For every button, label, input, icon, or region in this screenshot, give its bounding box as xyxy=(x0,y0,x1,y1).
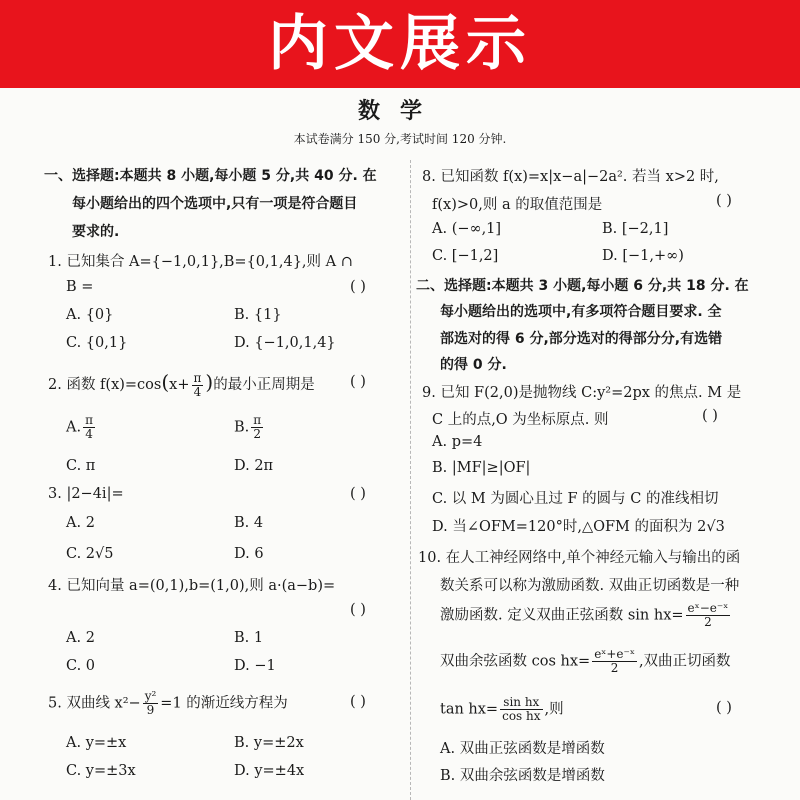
q5-fraction: $\frac{\text{y²}}{9}$ xyxy=(144,689,157,717)
q5-stem xyxy=(48,690,288,717)
q1-option-b: B. {1} xyxy=(234,307,282,323)
subject-title: 数学 xyxy=(357,98,442,124)
q10-cosh-fraction: $\frac{\text{eˣ+e⁻ˣ}}{2}$ xyxy=(594,647,635,675)
q9-option-b: B. |MF|≥|OF| xyxy=(432,460,531,476)
q3-option-a: A. 2 xyxy=(66,515,95,531)
q5-option-b: B. y=±2x xyxy=(234,735,304,751)
q4-option-b: B. 1 xyxy=(234,630,264,646)
exam-instructions: 本试卷满分 150 分,考试时间 120 分钟. xyxy=(293,132,507,146)
q4-option-a: A. 2 xyxy=(66,630,95,646)
q8-option-d: D. [−1,+∞) xyxy=(602,248,684,264)
q8-option-c: C. [−1,2] xyxy=(432,248,499,264)
q8-answer-paren: ( ) xyxy=(716,193,732,209)
section2-heading: 二、选择题:本题共 3 小题,每小题 6 分,共 18 分. 在 xyxy=(416,278,749,294)
q2-frac-num: π xyxy=(193,370,202,385)
q2-option-d: D. 2π xyxy=(234,458,274,474)
q5-answer-paren: ( ) xyxy=(350,694,366,710)
q1-answer-paren: ( ) xyxy=(350,279,366,295)
q3-answer-paren: ( ) xyxy=(350,486,366,502)
q10-option-a: A. 双曲正弦函数是增函数 xyxy=(440,741,605,757)
q9-option-d: D. 当∠OFM=120°时,△OFM 的面积为 2√3 xyxy=(432,519,725,535)
q4-option-c: C. 0 xyxy=(66,658,96,674)
q9-stem-cont: C 上的点,O 为坐标原点. 则 xyxy=(432,412,609,428)
q2-stem-post: 的最小正周期是 xyxy=(213,377,315,393)
q4-option-d: D. −1 xyxy=(234,658,276,674)
q9-option-c: C. 以 M 为圆心且过 F 的圆与 C 的准线相切 xyxy=(432,491,719,507)
q5-stem-pre: 5. 双曲线 x²− xyxy=(48,695,141,712)
q10-tanh-def: tan hx= $\frac{\text{sin hx}}{\text{cos hx}}$ ,则 xyxy=(440,695,564,723)
q10-sinh-def: 激励函数. 定义双曲正弦函数 sin hx= $\frac{\text{eˣ−e⁻ˣ}}{2}$ xyxy=(440,601,729,629)
q8-option-b: B. [−2,1] xyxy=(602,221,669,237)
q2-option-a: A. $\frac{\pi}{4}$ xyxy=(66,413,93,441)
q2-stem-pre: 2. 函数 f(x)=cos xyxy=(48,377,162,393)
q10-sinh-fraction: $\frac{\text{eˣ−e⁻ˣ}}{2}$ xyxy=(687,601,729,629)
q3-option-d: D. 6 xyxy=(234,546,264,562)
q2-stem: 2. 函数 f(x)=cos(x+ $\frac{\pi}{4}$ )的最小正周期是 xyxy=(48,370,315,399)
q5-stem-post: =1 的渐近线方程为 xyxy=(160,695,288,712)
q1-stem: 1. 已知集合 A={−1,0,1},B={0,1,4},则 A ∩ xyxy=(48,254,353,270)
q2-frac-den: 4 xyxy=(193,384,202,399)
q10-tanh-fraction: $\frac{\text{sin hx}}{\text{cos hx}}$ xyxy=(502,695,541,723)
q1-option-d: D. {−1,0,1,4} xyxy=(234,335,336,351)
banner-title: 内文展示 xyxy=(268,9,532,79)
q10-answer-paren: ( ) xyxy=(716,700,732,716)
q3-option-c: C. 2√5 xyxy=(66,546,114,562)
q1-option-a: A. {0} xyxy=(66,307,114,323)
section1-text: 每小题给出的四个选项中,只有一项是符合题目 xyxy=(72,196,358,212)
q10-stem-cont: 数关系可以称为激励函数. 双曲正切函数是一种 xyxy=(440,578,740,594)
q1-option-c: C. {0,1} xyxy=(66,335,128,351)
q3-option-b: B. 4 xyxy=(234,515,264,531)
q8-stem: 8. 已知函数 f(x)=x|x−a|−2a². 若当 x>2 时, xyxy=(422,169,719,185)
section1-text: 要求的. xyxy=(72,224,120,240)
q2-arg: x+ xyxy=(169,377,190,393)
q1-stem-cont: B = xyxy=(66,279,94,295)
q8-stem-cont: f(x)>0,则 a 的取值范围是 xyxy=(432,197,603,213)
q10-stem: 10. 在人工神经网络中,单个神经元输入与输出的函 xyxy=(418,550,741,566)
q4-stem: 4. 已知向量 a=(0,1),b=(1,0),则 a·(a−b)= xyxy=(48,578,336,594)
section2-text: 的得 0 分. xyxy=(440,357,507,373)
section2-text: 每小题给出的选项中,有多项符合题目要求. 全 xyxy=(440,304,722,320)
section2-text: 部选对的得 6 分,部分选对的得部分分,有选错 xyxy=(440,331,723,347)
column-divider xyxy=(410,160,411,800)
q5-option-d: D. y=±4x xyxy=(234,763,305,779)
q5-option-c: C. y=±3x xyxy=(66,763,136,779)
q4-answer-paren: ( ) xyxy=(350,602,366,618)
q2-answer-paren: ( ) xyxy=(350,374,366,390)
section1-heading: 一、选择题:本题共 8 小题,每小题 5 分,共 40 分. 在 xyxy=(44,168,377,184)
q3-stem: 3. |2−4i|= xyxy=(48,486,124,502)
q9-answer-paren: ( ) xyxy=(702,408,718,424)
q2-fraction xyxy=(192,372,204,399)
q5-option-a: A. y=±x xyxy=(66,735,127,751)
q10-cosh-def: 双曲余弦函数 cos hx= $\frac{\text{eˣ+e⁻ˣ}}{2}$ ,双曲正切函数 xyxy=(440,647,731,675)
q8-option-a: A. (−∞,1] xyxy=(432,221,502,237)
q2-option-b: B. $\frac{\pi}{2}$ xyxy=(234,413,262,441)
q2-option-c: C. π xyxy=(66,458,96,474)
q10-option-b: B. 双曲余弦函数是增函数 xyxy=(440,768,605,784)
q9-stem: 9. 已知 F(2,0)是抛物线 C:y²=2px 的焦点. M 是 xyxy=(422,385,742,401)
q9-option-a: A. p=4 xyxy=(432,434,483,450)
